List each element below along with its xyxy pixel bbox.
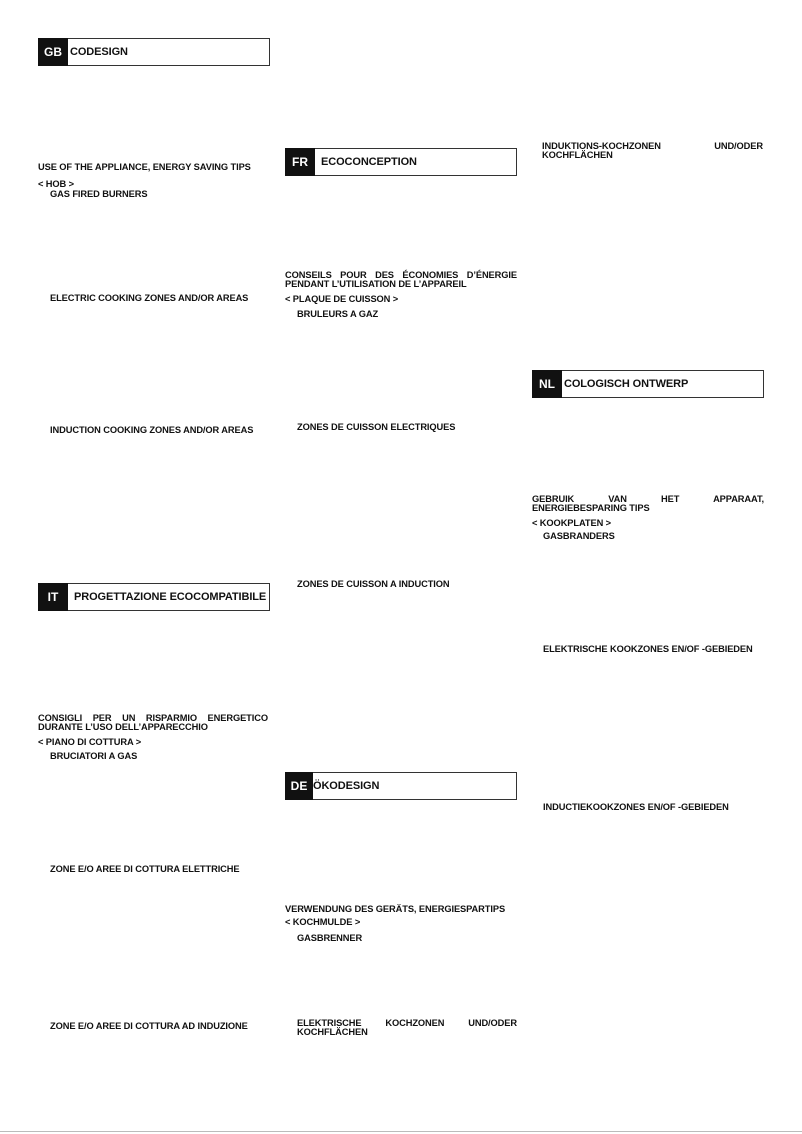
fr-induction-zones: ZONES DE CUISSON A INDUCTION [297,579,450,589]
fr-electric-zones: ZONES DE CUISSON ELECTRIQUES [297,422,456,432]
de-hob-section: < KOCHMULDE > [285,917,361,927]
nl-electric-zones: ELEKTRISCHE KOOKZONES EN/OF -GEBIEDEN [543,644,753,654]
gb-language-badge: GB [38,38,68,66]
nl-language-badge: NL [532,370,562,398]
de-gas-burners: GASBRENNER [297,933,363,943]
de-section-header [285,772,517,800]
de-electric-zones: ELEKTRISCHE KOCHZONEN UND/ODER KOCHFLÄCHEN [297,1018,517,1037]
page-bottom-rule [0,1131,802,1132]
gb-section-header [38,38,270,66]
nl-section-header [532,370,764,398]
fr-gas-burners: BRULEURS A GAZ [297,309,379,319]
de-intro-heading: VERWENDUNG DES GERÄTS, ENERGIESPARTIPS [285,904,506,914]
it-intro-heading: CONSIGLI PER UN RISPARMIO ENERGETICO DURANTE L’USO DELL’APPARECCHIO [38,713,268,732]
nl-section-title: COLOGISCH ONTWERP [564,378,689,390]
gb-gas-burners: GAS FIRED BURNERS [50,189,148,199]
nl-gas-burners: GASBRANDERS [543,531,615,541]
it-gas-burners: BRUCIATORI A GAS [50,751,138,761]
fr-hob-section: < PLAQUE DE CUISSON > [285,294,399,304]
gb-intro-heading: USE OF THE APPLIANCE, ENERGY SAVING TIPS [38,162,251,172]
it-language-badge: IT [38,583,68,611]
de-induction-zones: INDUKTIONS-KOCHZONEN UND/ODER KOCHFLÄCHEN [542,141,763,160]
it-section-title: PROGETTAZIONE ECOCOMPATIBILE [74,591,267,603]
de-section-title: ÖKODESIGN [313,780,380,792]
nl-hob-section: < KOOKPLATEN > [532,518,612,528]
nl-intro-heading: GEBRUIK VAN HET APPARAAT, ENERGIEBESPARING TIPS [532,494,764,513]
fr-language-badge: FR [285,148,315,176]
it-hob-section: < PIANO DI COTTURA > [38,737,142,747]
nl-induction-zones: INDUCTIEKOOKZONES EN/OF -GEBIEDEN [543,802,729,812]
it-induction-zones: ZONE E/O AREE DI COTTURA AD INDUZIONE [50,1021,248,1031]
fr-section-title: ECOCONCEPTION [321,156,417,168]
gb-hob-section: < HOB > [38,179,74,189]
de-language-badge: DE [285,772,313,800]
gb-section-title: CODESIGN [70,46,128,58]
gb-electric-zones: ELECTRIC COOKING ZONES AND/OR AREAS [50,293,249,303]
fr-intro-heading: CONSEILS POUR DES ÉCONOMIES D’ÉNERGIE PENDANT L’UTILISATION DE L’APPAREIL [285,270,517,289]
it-section-header [38,583,270,611]
gb-induction-zones: INDUCTION COOKING ZONES AND/OR AREAS [50,425,254,435]
fr-section-header [285,148,517,176]
it-electric-zones: ZONE E/O AREE DI COTTURA ELETTRICHE [50,864,240,874]
